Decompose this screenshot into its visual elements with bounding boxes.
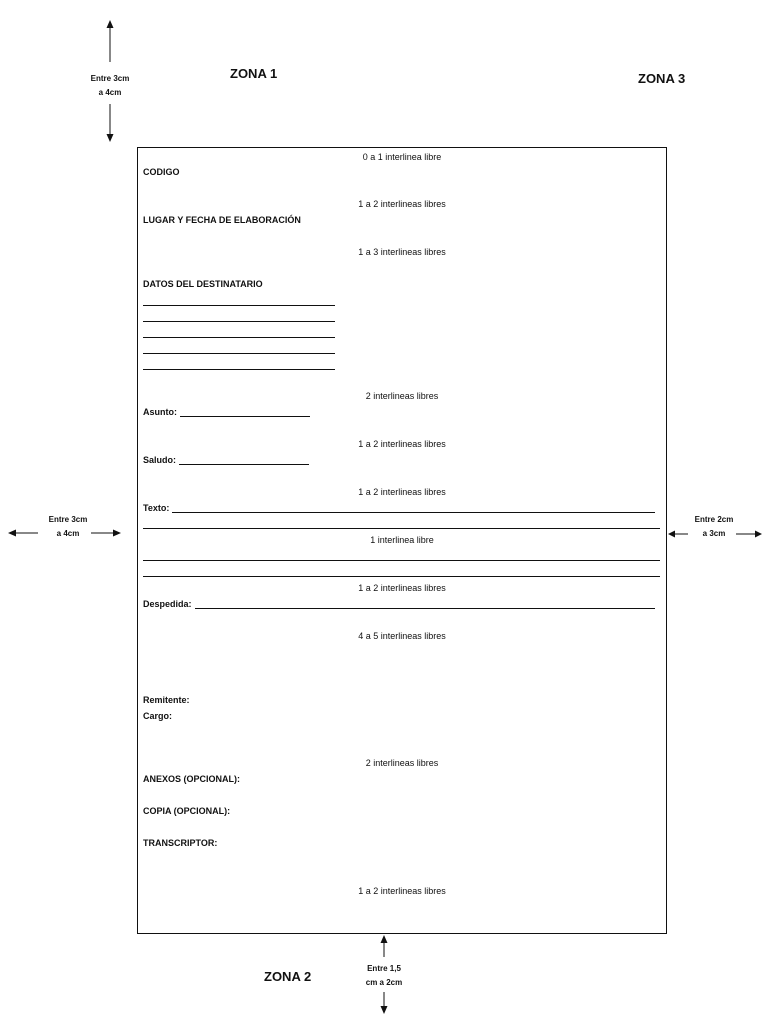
spacing-note: 2 interlineas libres [365,758,439,768]
top-margin-arrow-down [105,104,115,144]
saludo-line [179,455,309,465]
top-margin-line-2: a 4cm [98,88,122,97]
spacing-note: 1 interlinea libre [370,535,434,545]
destinatario-line [143,353,335,354]
destinatario-line [143,369,335,370]
spacing-note: 1 a 3 interlineas libres [358,247,446,257]
codigo-label: CODIGO [143,167,180,177]
spacing-note: 1 a 2 interlineas libres [358,439,446,449]
anexos-label: ANEXOS (OPCIONAL): [143,774,241,784]
despedida-field [143,599,655,609]
texto-field [143,503,655,513]
transcriptor-label: TRANSCRIPTOR: [143,838,218,848]
spacing-note: 1 a 2 interlineas libres [358,199,446,209]
zona-3-label: ZONA 3 [638,71,686,86]
asunto-label: Asunto: [143,407,177,417]
saludo-field [143,455,309,465]
texto-line [143,560,660,561]
bottom-margin-line-1: Entre 1,5 [367,964,401,973]
bottom-margin-note [354,962,414,990]
spacing-note: 2 interlineas libres [365,391,439,401]
copia-label: COPIA (OPCIONAL): [143,806,231,816]
bottom-margin-line-2: cm a 2cm [365,978,403,987]
texto-label: Texto: [143,503,170,513]
left-margin-line-1: Entre 3cm [48,515,88,524]
texto-line [143,576,660,577]
despedida-label: Despedida: [143,599,192,609]
remitente-label: Remitente: [143,695,190,705]
despedida-line [195,599,655,609]
saludo-label: Saludo: [143,455,176,465]
left-margin-line-2: a 4cm [56,529,80,538]
right-margin-note [684,513,744,541]
destinatario-line [143,321,335,322]
spacing-note: 1 a 2 interlineas libres [358,487,446,497]
spacing-note: 4 a 5 interlineas libres [358,631,446,641]
lugar-fecha-label: LUGAR Y FECHA DE ELABORACIÓN [143,215,301,225]
top-margin-note [80,72,140,100]
letter-page-frame [137,147,667,934]
top-margin-arrow-up [105,20,115,64]
texto-line [172,503,655,513]
spacing-note: 1 a 2 interlineas libres [358,583,446,593]
destinatario-line [143,337,335,338]
bottom-margin-arrow-up [379,935,389,959]
asunto-field [143,407,310,417]
right-margin-line-1: Entre 2cm [694,515,734,524]
destinatario-label: DATOS DEL DESTINATARIO [143,279,263,289]
cargo-label: Cargo: [143,711,172,721]
left-margin-note [38,513,98,541]
right-margin-line-2: a 3cm [702,529,726,538]
zona-2-label: ZONA 2 [264,969,312,984]
left-margin-arrow-left [8,528,40,538]
texto-line [143,528,660,529]
asunto-line [180,407,310,417]
bottom-margin-arrow-down [379,992,389,1016]
right-margin-arrow-right [736,529,762,539]
spacing-note: 1 a 2 interlineas libres [358,886,446,896]
zona-1-label: ZONA 1 [230,66,278,81]
spacing-note: 0 a 1 interlinea libre [362,152,442,162]
top-margin-line-1: Entre 3cm [90,74,130,83]
left-margin-arrow-right [91,528,123,538]
destinatario-line [143,305,335,306]
